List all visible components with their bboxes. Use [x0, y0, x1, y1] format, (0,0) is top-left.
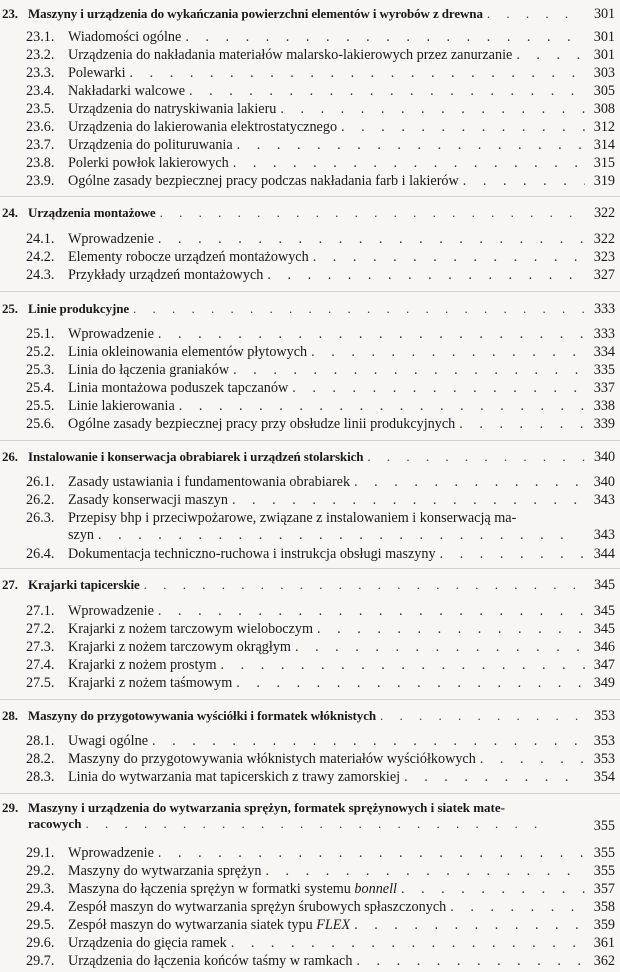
section-title-line — [68, 527, 568, 544]
section-number: 27.1. — [26, 603, 55, 619]
toc-entry — [0, 767, 615, 785]
toc-entry — [0, 324, 615, 342]
page-number: 361 — [593, 935, 615, 951]
leader-dots — [354, 474, 585, 490]
section-title: Ogólne zasady bezpiecznej pracy przy obsłudze linii produkcyjnych — [68, 416, 456, 432]
page-number: 353 — [593, 751, 615, 767]
leader-dots — [85, 816, 544, 832]
toc-entry — [0, 897, 615, 915]
page-number: 319 — [593, 173, 615, 189]
toc-entry — [0, 171, 615, 189]
leader-dots — [158, 845, 585, 861]
page-number: 314 — [593, 137, 615, 153]
leader-dots — [450, 899, 585, 915]
chapter-title: Urządzenia montażowe — [28, 205, 156, 220]
chapter-number: 29. — [2, 800, 19, 815]
leader-dots — [152, 733, 585, 749]
leader-dots — [516, 47, 585, 63]
toc-entry — [0, 861, 615, 879]
toc-entry — [0, 915, 615, 933]
page-number: 305 — [593, 83, 615, 99]
section-title: Maszyny do wytwarzania sprężyn — [68, 863, 262, 879]
leader-dots — [232, 492, 585, 508]
page-number: 357 — [593, 881, 615, 897]
section-title: Nakładarki walcowe — [68, 83, 185, 99]
section-number: 23.5. — [26, 101, 55, 117]
chapter-number: 27. — [2, 577, 18, 592]
section-title — [68, 510, 568, 544]
section-title: Polerki powłok lakierowych — [68, 155, 229, 171]
section-title — [68, 881, 397, 897]
section-number: 29.4. — [26, 899, 55, 915]
section-title: Wprowadzenie — [68, 231, 154, 247]
section-title: Zasady konserwacji maszyn — [68, 492, 228, 508]
section-number: 27.4. — [26, 657, 55, 673]
section-number: 26.1. — [26, 474, 55, 490]
section-title: Wprowadzenie — [68, 603, 154, 619]
leader-dots — [237, 137, 585, 153]
page-number: 333 — [594, 301, 615, 317]
page-number: 308 — [593, 101, 615, 117]
section-title: Zespół maszyn do wytwarzania sprężyn śrubowych spłaszczonych — [68, 899, 447, 915]
section-title: Elementy robocze urządzeń montażowych — [68, 249, 309, 265]
leader-dots — [179, 398, 585, 414]
section-number: 23.6. — [26, 119, 55, 135]
section-title: Ogólne zasady bezpiecznej pracy podczas nakładania farb i lakierów — [68, 173, 459, 189]
page-number: 343 — [593, 527, 615, 543]
section-title: Krajarki z nożem prostym — [68, 657, 217, 673]
toc-entry — [0, 27, 615, 45]
page-number: 344 — [593, 546, 615, 562]
page-number: 333 — [593, 326, 615, 342]
leader-dots — [189, 83, 585, 99]
system-name: FLEX — [316, 917, 351, 933]
page-number: 338 — [593, 398, 615, 414]
divider — [0, 568, 620, 569]
toc-entry — [0, 673, 615, 691]
toc-entry — [0, 731, 615, 749]
page-number: 334 — [593, 344, 615, 360]
page-number: 301 — [594, 6, 615, 22]
page-number: 345 — [593, 621, 615, 637]
page-number: 335 — [593, 362, 615, 378]
divider — [0, 793, 620, 794]
section-number: 25.3. — [26, 362, 55, 378]
section-number: 26.3. — [26, 510, 55, 526]
toc-entry — [0, 63, 615, 81]
page-number: 358 — [593, 899, 615, 915]
chapter-title-first-line: Maszyny i urządzenia do wytwarzania sprężyn, formatek sprężynowych i siatek mate- — [28, 800, 505, 815]
toc-entry — [0, 45, 615, 63]
section-number: 29.2. — [26, 863, 55, 879]
section-title: Uwagi ogólne — [68, 733, 148, 749]
section-title: Maszyny do przygotowywania włóknistych materiałów wyściółkowych — [68, 751, 476, 767]
section-number: 27.2. — [26, 621, 55, 637]
page-number: 349 — [593, 675, 615, 691]
section-number: 29.1. — [26, 845, 55, 861]
section-title — [68, 917, 350, 933]
page-number: 355 — [593, 845, 615, 861]
section-number: 24.1. — [26, 231, 55, 247]
page-number: 303 — [593, 65, 615, 81]
leader-dots — [133, 301, 585, 317]
chapter-heading — [0, 575, 615, 593]
chapter-number: 28. — [2, 708, 18, 723]
section-title: Urządzenia do gięcia ramek — [68, 935, 227, 951]
section-number: 28.2. — [26, 751, 55, 767]
section-title: Wiadomości ogólne — [68, 29, 182, 45]
page-number: 353 — [594, 708, 615, 724]
chapter-number: 24. — [2, 205, 18, 220]
page-number: 301 — [593, 47, 615, 63]
leader-dots — [158, 326, 585, 342]
leader-dots — [367, 449, 585, 465]
chapter-title: Linie produkcyjne — [28, 301, 129, 316]
page-number: 301 — [593, 29, 615, 45]
section-number: 23.7. — [26, 137, 55, 153]
section-number: 23.1. — [26, 29, 55, 45]
section-number: 25.5. — [26, 398, 55, 414]
toc-entry — [0, 81, 615, 99]
toc-entry — [0, 544, 615, 562]
section-title: Linia montażowa poduszek tapczanów — [68, 380, 289, 396]
page-number: 322 — [594, 205, 615, 221]
section-number: 25.6. — [26, 416, 55, 432]
section-number: 28.1. — [26, 733, 55, 749]
toc-entry — [0, 396, 615, 414]
leader-dots — [144, 577, 585, 593]
section-title: Linia okleinowania elementów płytowych — [68, 344, 308, 360]
section-title-text: Zespół maszyn do wytwarzania siatek typu — [68, 917, 317, 933]
page-number: 323 — [593, 249, 615, 265]
chapter-title: Maszyny do przygotowywania wyściółki i formatek włóknistych — [28, 708, 376, 723]
section-title: Linia do wytwarzania mat tapicerskich z trawy zamorskiej — [68, 769, 401, 785]
section-title: Urządzenia do łączenia końców taśmy w ramkach — [68, 953, 353, 969]
toc-entry — [0, 619, 615, 637]
page-number: 347 — [593, 657, 615, 673]
page-number: 340 — [593, 474, 615, 490]
toc-entry — [0, 655, 615, 673]
leader-dots — [440, 546, 585, 562]
leader-dots — [160, 205, 585, 221]
chapter-title-line — [2, 800, 548, 816]
leader-dots — [130, 65, 585, 81]
section-title: Urządzenia do polituruwania — [68, 137, 233, 153]
chapter-number: 25. — [2, 301, 18, 316]
leader-dots — [311, 344, 585, 360]
leader-dots — [295, 639, 585, 655]
toc-entry — [0, 99, 615, 117]
section-title: Zasady ustawiania i fundamentowania obrabiarek — [68, 474, 351, 490]
leader-dots — [401, 881, 585, 897]
chapter-title-line — [28, 816, 548, 832]
leader-dots — [265, 863, 585, 879]
divider — [0, 440, 620, 441]
page-number: 312 — [593, 119, 615, 135]
divider — [0, 291, 620, 292]
page-number: 346 — [593, 639, 615, 655]
page-number: 355 — [593, 818, 615, 834]
page-number: 345 — [593, 603, 615, 619]
toc-entry — [0, 749, 615, 767]
page-number: 353 — [593, 733, 615, 749]
section-number: 27.5. — [26, 675, 55, 691]
section-title-text: Maszyna do łączenia sprężyn w formatki systemu — [68, 881, 355, 897]
system-name: bonnell — [354, 881, 397, 897]
leader-dots — [313, 249, 585, 265]
section-number: 25.4. — [26, 380, 55, 396]
chapter-heading — [0, 299, 615, 317]
chapter-number: 23. — [2, 6, 18, 21]
leader-dots — [185, 29, 585, 45]
chapter-title: Instalowanie i konserwacja obrabiarek i urządzeń stolarskich — [28, 449, 364, 464]
chapter-heading — [0, 800, 615, 832]
section-title: Wprowadzenie — [68, 845, 154, 861]
chapter-title: Krajarki tapicerskie — [28, 577, 140, 592]
page-number: 337 — [593, 380, 615, 396]
leader-dots — [459, 416, 585, 432]
page-number: 339 — [593, 416, 615, 432]
chapter-heading — [0, 706, 615, 724]
section-number: 23.2. — [26, 47, 55, 63]
toc-entry — [26, 510, 615, 546]
section-number: 25.2. — [26, 344, 55, 360]
chapter-heading — [0, 203, 615, 221]
section-number: 23.8. — [26, 155, 55, 171]
section-number: 24.2. — [26, 249, 55, 265]
leader-dots — [267, 267, 585, 283]
divider — [0, 699, 620, 700]
toc-entry — [0, 153, 615, 171]
section-number: 26.4. — [26, 546, 55, 562]
leader-dots — [404, 769, 585, 785]
section-title: Urządzenia do lakierowania elektrostatycznego — [68, 119, 338, 135]
section-number: 28.3. — [26, 769, 55, 785]
section-number: 23.4. — [26, 83, 55, 99]
toc-entry — [0, 360, 615, 378]
toc-entry — [0, 601, 615, 619]
section-title-continuation: szyn — [68, 527, 95, 543]
toc-entry — [0, 378, 615, 396]
leader-dots — [480, 751, 585, 767]
page-number: 345 — [594, 577, 615, 593]
leader-dots — [233, 155, 585, 171]
leader-dots — [356, 953, 585, 969]
section-number: 27.3. — [26, 639, 55, 655]
toc-entry — [0, 265, 615, 283]
chapter-title-continuation: racowych — [28, 816, 82, 831]
section-title: Przykłady urządzeń montażowych — [68, 267, 264, 283]
leader-dots — [463, 173, 585, 189]
leader-dots — [341, 119, 585, 135]
page-number: 362 — [593, 953, 615, 969]
leader-dots — [280, 101, 585, 117]
toc-entry — [0, 342, 615, 360]
leader-dots — [292, 380, 585, 396]
page-number: 327 — [593, 267, 615, 283]
section-title: Linie lakierowania — [68, 398, 175, 414]
page-number: 355 — [593, 863, 615, 879]
section-number: 29.7. — [26, 953, 55, 969]
page-number: 359 — [593, 917, 615, 933]
toc-entry — [0, 879, 615, 897]
divider — [0, 196, 620, 197]
section-title: Krajarki z nożem tarczowym okrągłym — [68, 639, 291, 655]
toc-entry — [0, 843, 615, 861]
chapter-title — [2, 800, 548, 832]
leader-dots — [236, 675, 585, 691]
chapter-heading — [0, 447, 615, 465]
leader-dots — [233, 362, 585, 378]
section-number: 29.3. — [26, 881, 55, 897]
section-title: Urządzenia do nakładania materiałów malarsko-lakierowych przez zanurzanie — [68, 47, 513, 63]
section-number: 29.5. — [26, 917, 55, 933]
leader-dots — [158, 603, 585, 619]
chapter-number: 26. — [2, 449, 18, 464]
section-number: 26.2. — [26, 492, 55, 508]
leader-dots — [158, 231, 585, 247]
leader-dots — [487, 6, 585, 22]
section-title: Dokumentacja techniczno-ruchowa i instrukcja obsługi maszyny — [68, 546, 436, 562]
toc-entry — [0, 472, 615, 490]
page-number: 322 — [593, 231, 615, 247]
chapter-title: Maszyny i urządzenia do wykańczania powierzchni elementów i wyrobów z drewna — [28, 6, 483, 21]
section-number: 25.1. — [26, 326, 55, 342]
section-number: 29.6. — [26, 935, 55, 951]
toc-entry — [0, 490, 615, 508]
section-title: Linia do łączenia graniaków — [68, 362, 230, 378]
leader-dots — [98, 527, 564, 544]
section-title-line: Przepisy bhp i przeciwpożarowe, związane z instalowaniem i konserwacją ma- — [68, 510, 517, 526]
toc-entry — [0, 414, 615, 432]
chapter-heading — [0, 4, 615, 22]
leader-dots — [221, 657, 585, 673]
toc-entry — [0, 637, 615, 655]
leader-dots — [354, 917, 585, 933]
section-title: Wprowadzenie — [68, 326, 154, 342]
section-number: 23.9. — [26, 173, 55, 189]
section-number: 24.3. — [26, 267, 55, 283]
section-title: Krajarki z nożem tarczowym wieloboczym — [68, 621, 314, 637]
leader-dots — [380, 708, 585, 724]
page-number: 315 — [593, 155, 615, 171]
toc-entry — [0, 247, 615, 265]
toc-entry — [0, 135, 615, 153]
toc-entry — [0, 933, 615, 951]
leader-dots — [317, 621, 585, 637]
page-number: 343 — [593, 492, 615, 508]
section-number: 23.3. — [26, 65, 55, 81]
page-number: 354 — [593, 769, 615, 785]
section-title: Polewarki — [68, 65, 126, 81]
toc-entry — [0, 117, 615, 135]
toc-entry — [0, 951, 615, 969]
section-title: Urządzenia do natryskiwania lakieru — [68, 101, 277, 117]
leader-dots — [231, 935, 585, 951]
section-title: Krajarki z nożem taśmowym — [68, 675, 233, 691]
toc-entry — [0, 229, 615, 247]
page-number: 340 — [594, 449, 615, 465]
